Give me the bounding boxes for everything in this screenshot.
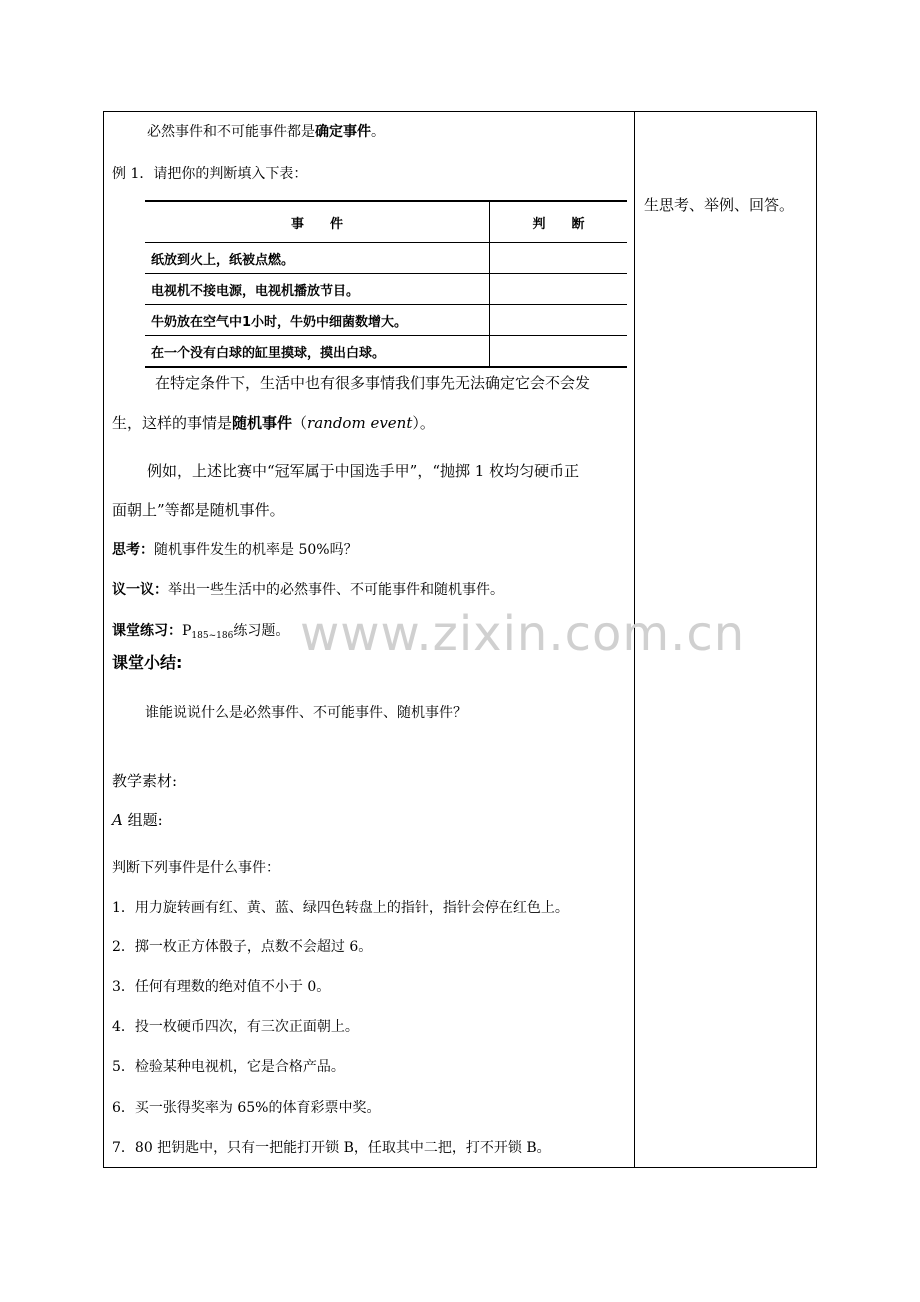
judge-intro: 判断下列事件是什么事件： xyxy=(112,860,280,876)
example-para-line2: 面朝上”等都是随机事件。 xyxy=(112,501,285,519)
list-item: 1．用力旋转画有红、黄、蓝、绿四色转盘上的指针，指针会停在红色上。 xyxy=(112,900,569,916)
table-row xyxy=(145,274,627,305)
list-item: 2．掷一枚正方体骰子，点数不会超过 6。 xyxy=(112,939,373,955)
random-event-term: 随机事件 xyxy=(232,414,293,432)
discuss-line xyxy=(112,580,504,600)
table-row xyxy=(145,243,627,274)
judgement-cell[interactable] xyxy=(490,336,628,368)
intro-text: 必然事件和不可能事件都是 xyxy=(147,124,315,140)
practice-label: 课堂练习： xyxy=(112,623,182,639)
event-cell: 在一个没有白球的缸里摸球，摸出白球。 xyxy=(145,336,490,368)
practice-pages: 185~186 xyxy=(191,631,234,641)
event-column-header: 事 件 xyxy=(145,201,490,243)
judgement-cell[interactable] xyxy=(490,243,628,274)
event-cell: 牛奶放在空气中1小时，牛奶中细菌数增大。 xyxy=(145,305,490,336)
practice-p: P xyxy=(182,623,192,639)
paren-open: （ xyxy=(292,414,308,432)
example-para-line1: 例如，上述比赛中“冠军属于中国选手甲”，“抛掷 1 枚均匀硬币正 xyxy=(147,462,580,480)
think-text: 随机事件发生的机率是 50%吗？ xyxy=(154,542,358,558)
judgement-cell[interactable] xyxy=(490,274,628,305)
paren-close: ）。 xyxy=(412,414,435,432)
event-cell: 电视机不接电源，电视机播放节目。 xyxy=(145,274,490,305)
group-letter: A xyxy=(112,811,123,829)
list-item: 3．任何有理数的绝对值不小于 0。 xyxy=(112,979,331,995)
example1-title: 例 1．请把你的判断填入下表： xyxy=(112,166,308,182)
deterministic-event-term: 确定事件 xyxy=(315,124,371,140)
random-para-line2 xyxy=(112,413,435,433)
group-heading xyxy=(112,810,163,830)
summary-text: 谁能说说什么是必然事件、不可能事件、随机事件？ xyxy=(145,705,467,721)
list-item: 7．80 把钥匙中，只有一把能打开锁 B，任取其中二把，打不开锁 B。 xyxy=(112,1140,551,1156)
event-cell: 纸放到火上，纸被点燃。 xyxy=(145,243,490,274)
discuss-text: 举出一些生活中的必然事件、不可能事件和随机事件。 xyxy=(168,582,504,598)
intro-period: 。 xyxy=(371,124,385,140)
random-para-text: 生，这样的事情是 xyxy=(112,414,233,432)
side-note: 生思考、举例、回答。 xyxy=(644,196,795,214)
watermark: www.zixin.com.cn xyxy=(300,606,746,662)
list-item: 5．检验某种电视机，它是合格产品。 xyxy=(112,1059,345,1075)
group-text: 组题: xyxy=(127,811,163,829)
table-row xyxy=(145,336,627,368)
random-para-line1: 在特定条件下，生活中也有很多事情我们事先无法确定它会不会发 xyxy=(155,374,591,392)
judgement-column-header: 判 断 xyxy=(490,201,628,243)
table-row xyxy=(145,305,627,336)
list-item: 4．投一枚硬币四次，有三次正面朝上。 xyxy=(112,1019,359,1035)
practice-text: 练习题。 xyxy=(233,623,290,639)
discuss-label: 议一议： xyxy=(112,582,168,598)
think-label: 思考： xyxy=(112,542,154,558)
list-item: 6．买一张得奖率为 65%的体育彩票中奖。 xyxy=(112,1100,381,1116)
judgement-cell[interactable] xyxy=(490,305,628,336)
table-header-row xyxy=(145,201,627,243)
think-line xyxy=(112,540,358,560)
summary-heading: 课堂小结: xyxy=(112,653,183,672)
judgement-table xyxy=(145,200,627,368)
material-heading: 教学素材: xyxy=(112,772,178,790)
random-event-english: random event xyxy=(307,414,413,432)
practice-line xyxy=(112,621,289,646)
intro-line xyxy=(147,122,385,142)
